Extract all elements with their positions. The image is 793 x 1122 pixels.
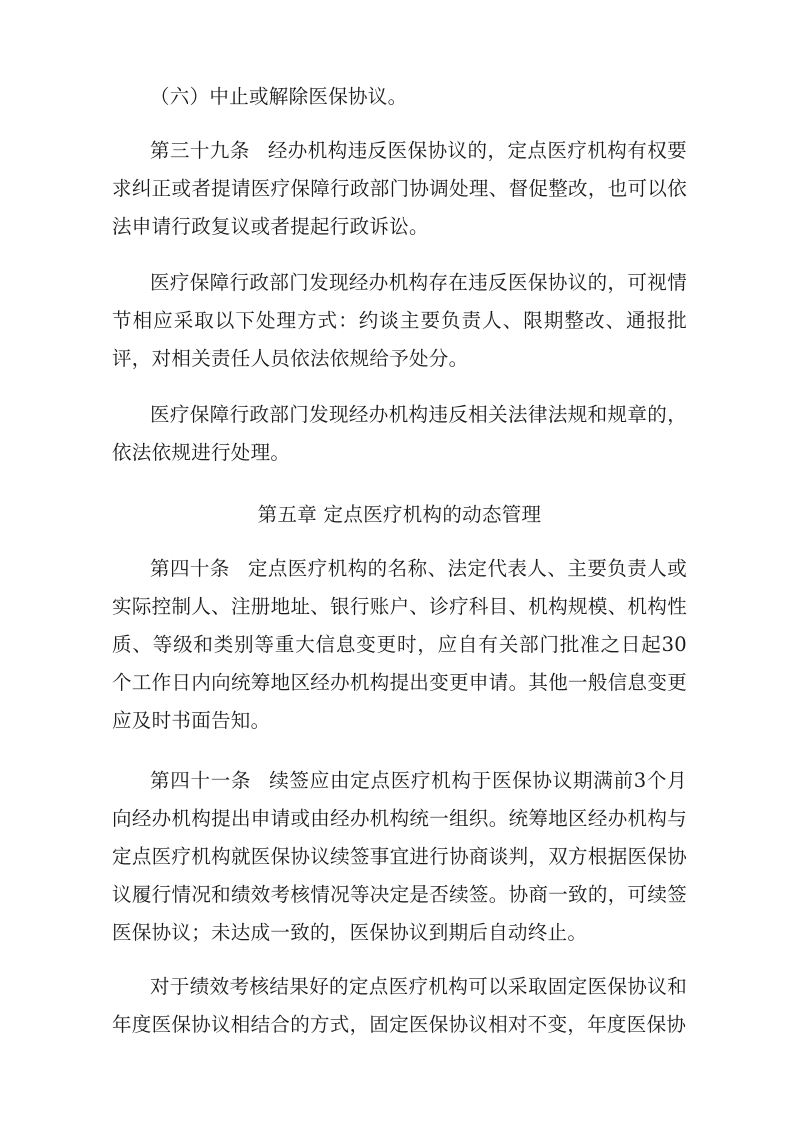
article-40-text: 定点医疗机构的名称、法定代表人、主要负责人或实际控制人、注册地址、银行账户、诊疗科目、机构规模、机构性质、等级和类别等重大信息变更时，应自有关部门批准之日起30个工作日内向统筹地区经办机构提出变更申请。其他一般信息变更应及时书面告知。	[112, 557, 687, 732]
article-39-text: 经办机构违反医保协议的，定点医疗机构有权要求纠正或者提请医疗保障行政部门协调处理、督促整改，也可以依法申请行政复议或者提起行政诉讼。	[112, 139, 687, 238]
article-39-p3-text: 医疗保障行政部门发现经办机构违反相关法律法规和规章的，依法依规进行处理。	[112, 403, 687, 464]
paragraph-article-41	[112, 762, 687, 952]
article-39-label: 第三十九条	[150, 139, 250, 162]
chapter-5-title	[112, 496, 687, 534]
paragraph-article-41-p2	[112, 968, 687, 1044]
paragraph-item-six	[112, 78, 687, 116]
article-41-label: 第四十一条	[150, 769, 252, 792]
article-40-label: 第四十条	[150, 557, 230, 580]
paragraph-article-39-p2	[112, 264, 687, 378]
chapter-5-title-text: 第五章 定点医疗机构的动态管理	[257, 503, 542, 526]
article-41-p2-text: 对于绩效考核结果好的定点医疗机构可以采取固定医保协议和年度医保协议相结合的方式，固定医保协议相对不变，年度医保协	[112, 975, 687, 1036]
paragraph-article-40	[112, 550, 687, 740]
item-six-text: （六）中止或解除医保协议。	[150, 85, 408, 108]
article-41-text: 续签应由定点医疗机构于医保协议期满前3个月向经办机构提出申请或由经办机构统一组织。统筹地区经办机构与定点医疗机构就医保协议续签事宜进行协商谈判，双方根据医保协议履行情况和绩效考核情况等决定是否续签。协商一致的，可续签医保协议；未达成一致的，医保协议到期后自动终止。	[112, 769, 687, 944]
article-39-p2-text: 医疗保障行政部门发现经办机构存在违反医保协议的，可视情节相应采取以下处理方式：约谈主要负责人、限期整改、通报批评，对相关责任人员依法依规给予处分。	[112, 271, 687, 370]
paragraph-article-39	[112, 132, 687, 246]
paragraph-article-39-p3	[112, 396, 687, 472]
